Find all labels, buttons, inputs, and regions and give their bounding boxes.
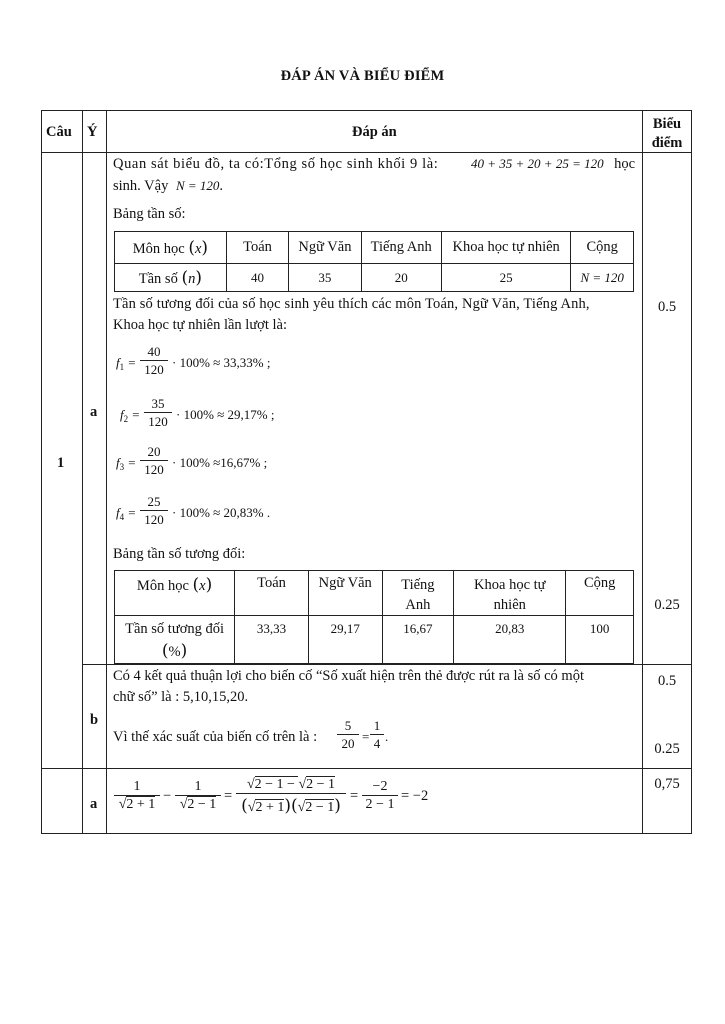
freq-value-ngu-van: 35: [289, 264, 361, 292]
intro-end: học: [614, 156, 635, 172]
rel-header-cong: Cộng: [566, 571, 634, 616]
header-bottom-border: [41, 152, 692, 153]
freq-table-title: Bảng tần số:: [113, 206, 186, 222]
relative-intro-2: Khoa học tự nhiên lần lượt là:: [113, 317, 287, 333]
freq-value-cong: N = 120: [571, 264, 634, 292]
score-1b-first: 0.5: [657, 673, 677, 689]
rel-header-mon-hoc: Môn học (x): [115, 571, 235, 616]
freq-header-ngu-van: Ngữ Văn: [289, 232, 361, 264]
formula-f2-fraction: 35 120: [144, 395, 172, 430]
rel-header-tieng-anh: Tiếng Anh: [382, 571, 454, 616]
sqrt-icon: √: [179, 797, 188, 812]
freq-header-mon-hoc: Môn học (x): [115, 232, 227, 264]
question-number-1: 1: [57, 455, 65, 471]
part-label-1b: b: [90, 712, 99, 728]
col-divider-cau: [82, 110, 83, 834]
sqrt-icon: √: [297, 800, 306, 815]
q2a-minus: −: [163, 788, 172, 804]
frequency-table: [114, 231, 634, 292]
sqrt-icon: √: [247, 800, 256, 815]
freq-row-label: Tần số (n): [115, 264, 227, 292]
rel-header-toan: Toán: [235, 571, 309, 616]
formula-f3-rest: · 100% ≈16,67% ;: [172, 455, 268, 470]
rel-header-ngu-van: Ngữ Văn: [308, 571, 382, 616]
relative-intro-1: Tần số tương đối của số học sinh yêu thích các môn Toán, Ngữ Văn, Tiếng Anh,: [113, 296, 590, 312]
formula-f2-index: 2: [123, 414, 129, 424]
formula-f3-fraction: 20 120: [140, 443, 168, 478]
table-row: [115, 571, 634, 616]
rel-value-toan: 33,33: [235, 616, 309, 664]
header-bieu-diem-2: điểm: [651, 135, 683, 151]
q2a-fraction-1: 1 √2 + 1: [114, 778, 160, 813]
part-1b-line-3: Vì thế xác suất của biến cố trên là :: [113, 729, 318, 745]
score-2a: 0,75: [654, 776, 680, 792]
row-divider-1b: [82, 664, 692, 665]
col-divider-score: [642, 110, 643, 834]
intro-text: Quan sát biểu đồ, ta có:Tổng số học sinh khối 9 là:: [113, 156, 439, 172]
score-1a-second: 0.25: [654, 597, 680, 613]
q2a-result: = −2: [401, 788, 429, 804]
part-1b-period: .: [385, 729, 389, 744]
freq-value-tieng-anh: 20: [361, 264, 441, 292]
part-1b-equals: =: [362, 729, 370, 744]
freq-header-tieng-anh: Tiếng Anh: [361, 232, 441, 264]
formula-f3-index: 3: [119, 462, 125, 472]
part-label-2a: a: [90, 796, 98, 812]
part-1b-fraction-2: 1 4: [370, 717, 384, 752]
part-1b-fraction-1: 5 20: [337, 717, 359, 752]
sqrt-icon: √: [118, 797, 127, 812]
q2a-equals-1: =: [224, 788, 233, 804]
rel-value-tieng-anh: 16,67: [382, 616, 454, 664]
table-bottom-border: [41, 833, 692, 834]
intro-n: N = 120: [175, 178, 220, 193]
sqrt-icon: √: [298, 777, 307, 792]
rel-row-label: Tần số tương đối (%): [115, 616, 235, 664]
q2a-fraction-4: −2 2 − 1: [362, 778, 398, 813]
formula-f4-fraction: 25 120: [140, 493, 168, 528]
formula-f4-rest: · 100% ≈ 20,83% .: [172, 505, 271, 520]
formula-f4-index: 4: [119, 512, 125, 522]
rel-value-khtn: 20,83: [454, 616, 566, 664]
page-title: ĐÁP ÁN VÀ BIỂU ĐIỂM: [280, 68, 445, 84]
col-divider-y: [106, 110, 107, 834]
table-top-border: [41, 110, 692, 111]
table-row: [115, 264, 634, 292]
rel-value-cong: 100: [566, 616, 634, 664]
table-left-border: [41, 110, 42, 834]
q2a-fraction-2: 1 √2 − 1: [175, 778, 221, 813]
part-label-1a: a: [90, 404, 98, 420]
intro-line-1: [113, 156, 635, 173]
header-cau: Câu: [46, 124, 72, 140]
formula-f2-rest: · 100% ≈ 29,17% ;: [176, 407, 275, 422]
formula-f1-index: 1: [119, 362, 125, 372]
relative-frequency-table: [114, 570, 634, 664]
freq-header-cong: Cộng: [571, 232, 634, 264]
freq-value-toan: 40: [226, 264, 289, 292]
header-bieu-diem-1: Biểu: [652, 116, 682, 132]
intro-line-2: sinh. Vậy N = 120.: [113, 178, 224, 194]
q2a-equals-2: =: [350, 788, 359, 804]
row-divider-2: [41, 768, 692, 769]
score-1a-first: 0.5: [657, 299, 677, 315]
part-1b-line-2: chữ số” là : 5,10,15,20.: [113, 689, 249, 705]
freq-header-khtn: Khoa học tự nhiên: [441, 232, 571, 264]
intro-sum: 40 + 35 + 20 + 25 = 120: [471, 156, 604, 171]
sqrt-icon: √: [246, 777, 255, 792]
rel-value-ngu-van: 29,17: [308, 616, 382, 664]
formula-f1-rest: · 100% ≈ 33,33% ;: [172, 355, 271, 370]
table-row: [115, 232, 634, 264]
formula-f1-fraction: 40 120: [140, 343, 168, 378]
table-right-border: [691, 110, 692, 834]
freq-value-khtn: 25: [441, 264, 571, 292]
q2a-fraction-3: √2 − 1 − √2 − 1 (√2 + 1)(√2 − 1): [236, 776, 346, 820]
header-y: Ý: [87, 124, 98, 140]
score-1b-second: 0.25: [654, 741, 680, 757]
relative-table-title: Bảng tần số tương đối:: [113, 546, 246, 562]
freq-header-toan: Toán: [226, 232, 289, 264]
rel-header-khtn: Khoa học tự nhiên: [454, 571, 566, 616]
intro-text-2: sinh. Vậy: [113, 178, 169, 194]
part-1b-line-1: Có 4 kết quả thuận lợi cho biến cố “Số xuất hiện trên thẻ được rút ra là số có một: [113, 668, 584, 684]
header-dap-an: Đáp án: [352, 124, 397, 140]
table-row: [115, 616, 634, 664]
